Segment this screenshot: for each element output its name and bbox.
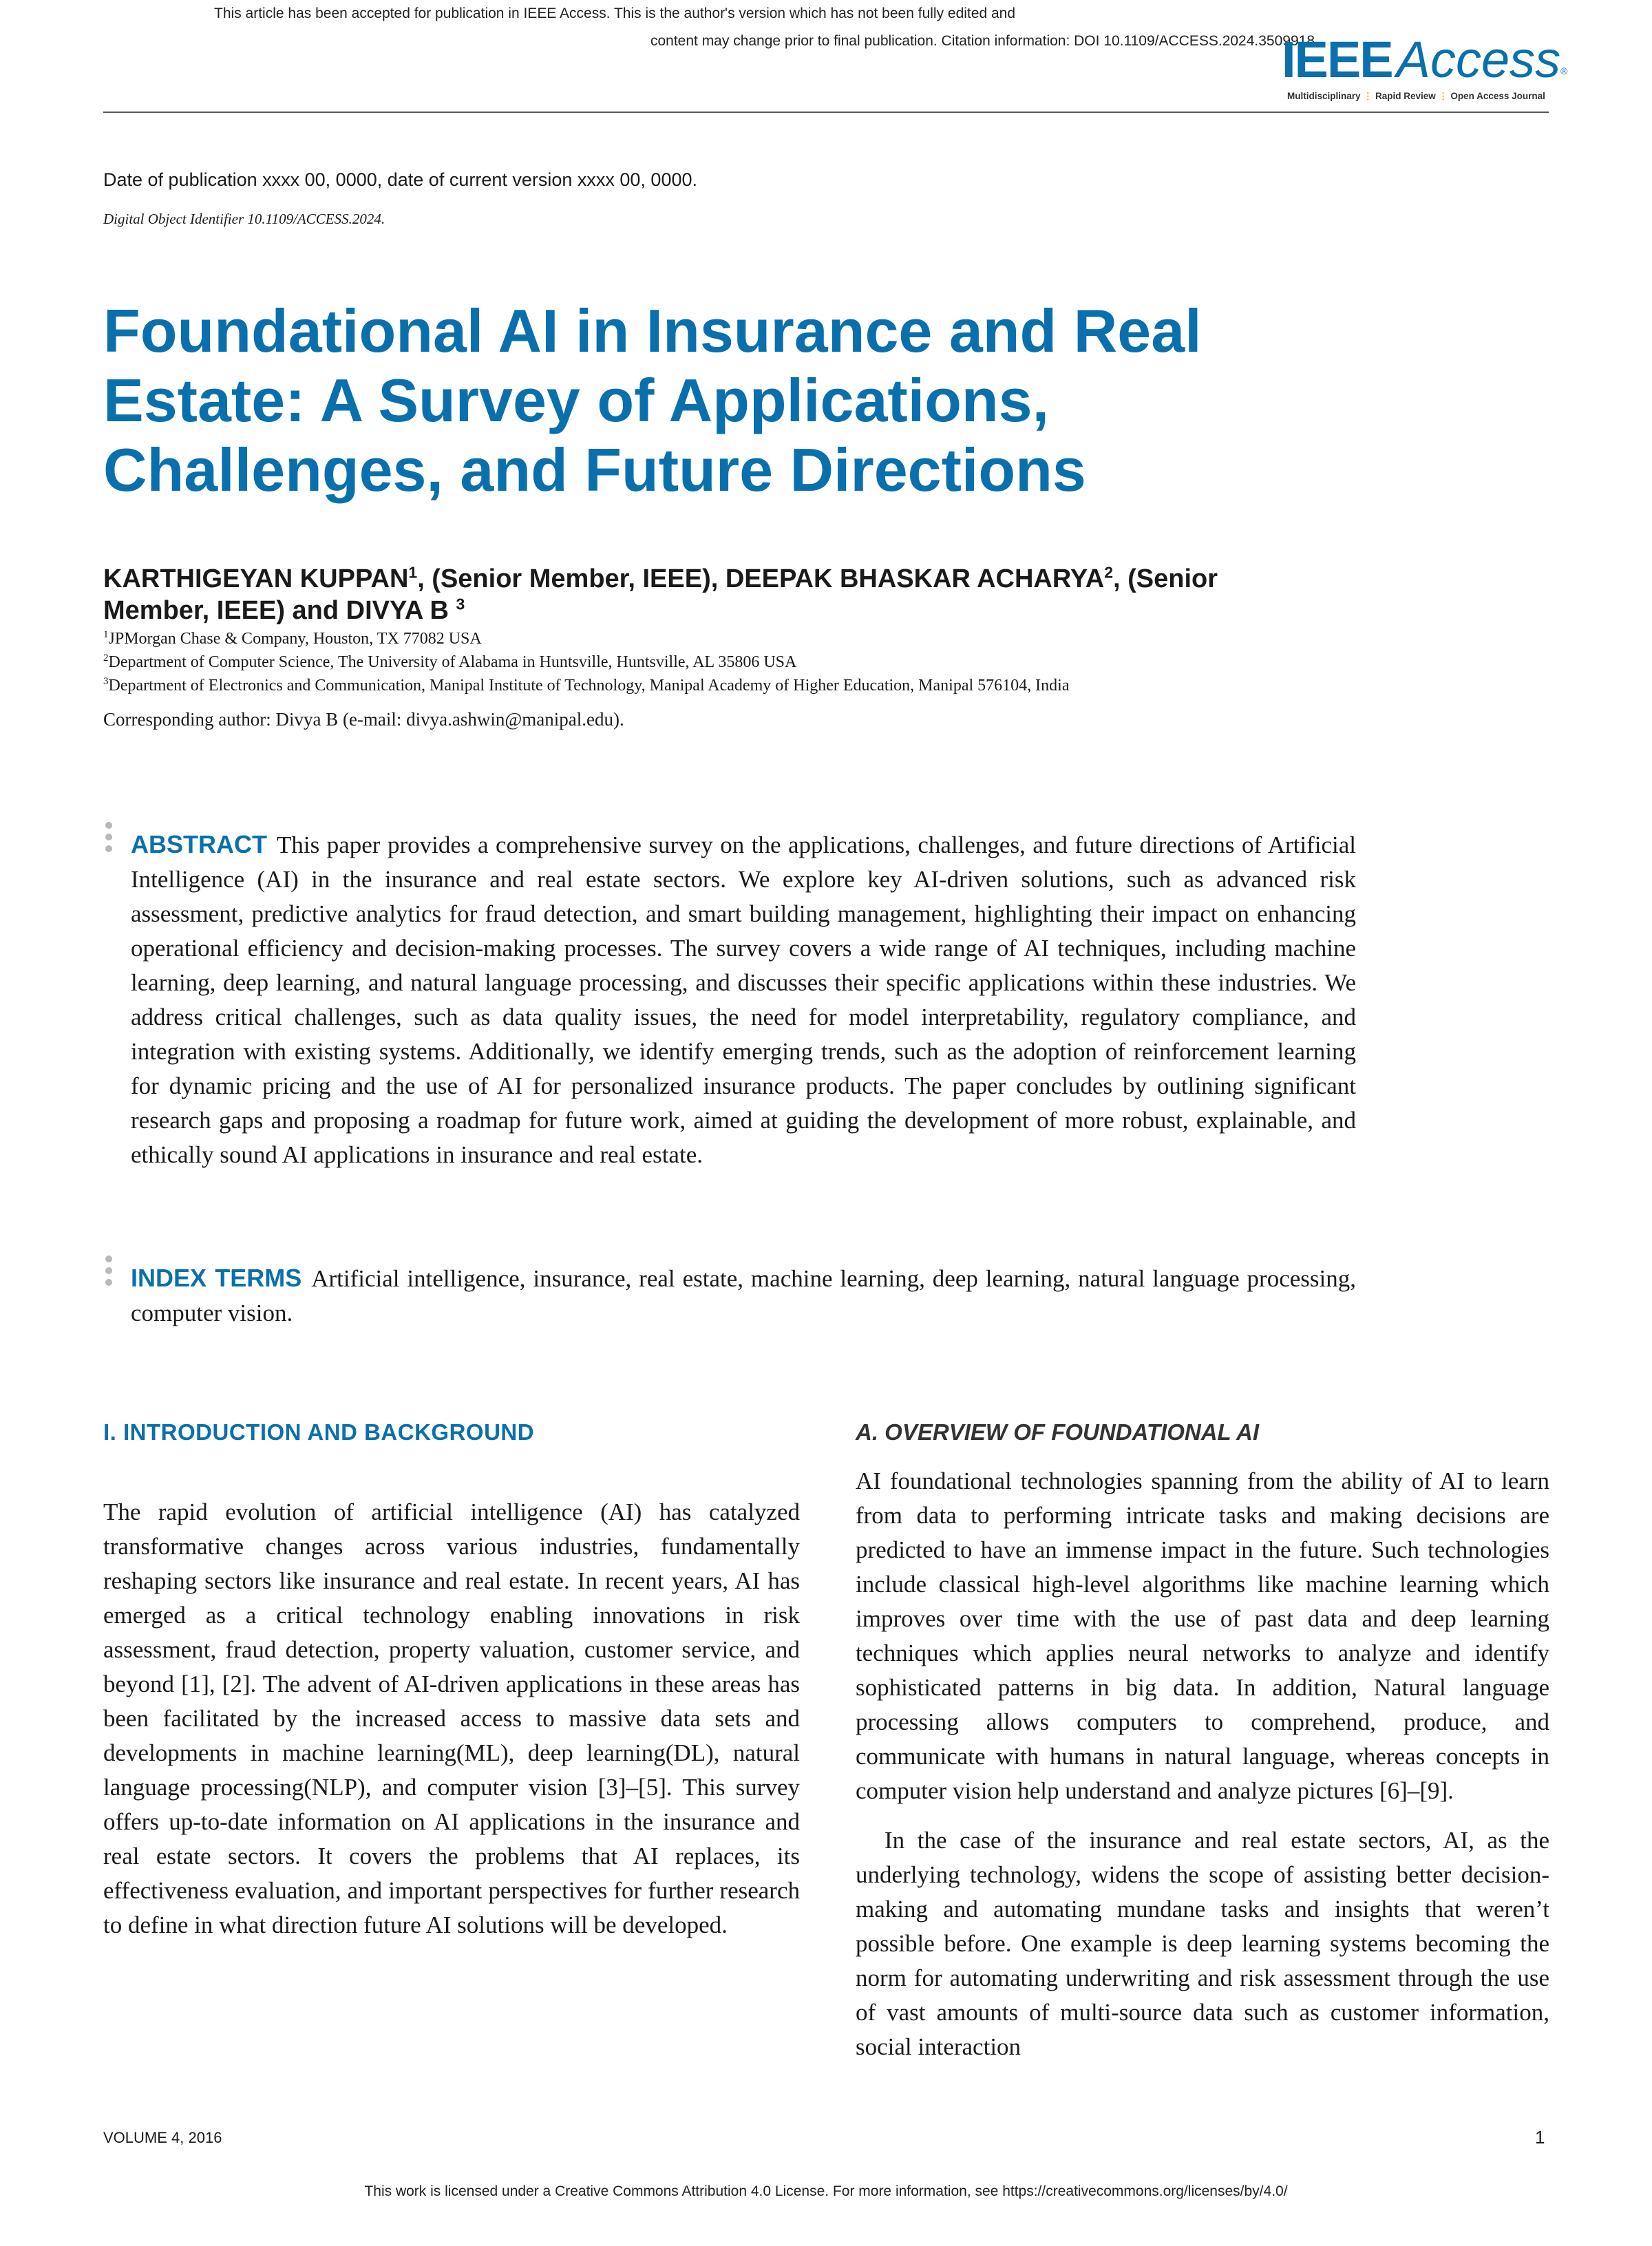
- footer-volume: VOLUME 4, 2016: [103, 2129, 222, 2146]
- subsection-heading-overview: A. OVERVIEW OF FOUNDATIONAL AI: [856, 1419, 1260, 1445]
- ieee-access-logo: [1282, 29, 1568, 105]
- page-number: 1: [1535, 2127, 1545, 2148]
- license-notice: This work is licensed under a Creative Commons Attribution 4.0 License. For more information, see https://creativecommons.org/licenses/by/4.0/: [364, 2183, 1288, 2199]
- logo-wordmark: IEEEAccess®: [1282, 31, 1568, 88]
- abstract-label: ABSTRACT: [131, 830, 267, 858]
- paragraph: AI foundational technologies spanning from the ability of AI to learn from data to performing intricate tasks and making decisions are predicted to have an immense impact in the future. Such technologies include classical high-level algorithms like machine learning which improves over time with the use of past data and deep learning techniques which applies neural networks to analyze and identify sophisticated patterns in big data. In addition, Natural language processing allows computers to comprehend, produce, and communicate with humans in natural language, whereas concepts in computer vision help understand and analyze pictures [6]–[9].: [856, 1468, 1549, 1804]
- header-divider: [103, 112, 1549, 113]
- notice-line-1: This article has been accepted for publication in IEEE Access. This is the author's version which has not been fully edited and: [214, 6, 1015, 21]
- section-heading-introduction: I. INTRODUCTION AND BACKGROUND: [103, 1419, 535, 1445]
- left-column: [103, 1495, 800, 1958]
- publication-date: Date of publication xxxx 00, 0000, date of current version xxxx 00, 0000.: [103, 169, 697, 190]
- abstract: [131, 827, 1356, 1172]
- publication-notice: [0, 0, 1315, 55]
- index-terms-label: INDEX TERMS: [131, 1264, 302, 1292]
- paragraph: The rapid evolution of artificial intelligence (AI) has catalyzed transformative changes across various industries, fundamentally reshaping sectors like insurance and real estate. In recent years, AI has emerged as a critical technology enabling innovations in risk assessment, fraud detection, property valuation, customer service, and beyond [1], [2]. The advent of AI-driven applications in these areas has been facilitated by the increased access to massive data sets and developments in machine learning(ML), deep learning(DL), natural language processing(NLP), and computer vision [3]–[5]. This survey offers up-to-date information on AI applications in the insurance and real estate sectors. It covers the problems that AI replaces, its effectiveness evaluation, and important perspectives for further research to define in what direction future AI solutions will be developed.: [103, 1498, 800, 1938]
- abstract-text: This paper provides a comprehensive survey on the applications, challenges, and future directions of Artificial Intelligence (AI) in the insurance and real estate sectors. We explore key AI-driven solutions, such as advanced risk assessment, predictive analytics for fraud detection, and smart building management, highlighting their impact on enhancing operational efficiency and decision-making processes. The survey covers a wide range of AI techniques, including machine learning, deep learning, and natural language processing, and discusses their specific applications within these industries. We address critical challenges, such as data quality issues, the need for model interpretability, regulatory compliance, and integration with existing systems. Additionally, we identify emerging trends, such as the adoption of reinforcement learning for dynamic pricing and the use of AI for personalized insurance products. The paper concludes by outlining significant research gaps and proposing a roadmap for future work, aimed at guiding the development of more robust, explainable, and ethically sound AI applications in insurance and real estate.: [131, 831, 1356, 1168]
- doi-line: Digital Object Identifier 10.1109/ACCESS.2024.: [103, 211, 385, 227]
- notice-line-2: content may change prior to final publication. Citation information: DOI 10.1109/ACCESS.2024.3509918: [650, 33, 1315, 49]
- affiliation-1: $^1$JPMorgan Chase & Company, Houston, TX 77082 USA: [103, 629, 482, 648]
- abstract-marker-icon: [105, 822, 115, 857]
- paper-title: Foundational AI in Insurance and Real Estate: A Survey of Applications, Challenges, and Future Directions: [103, 297, 1202, 504]
- corresponding-author: Corresponding author: Divya B (e-mail: divya.ashwin@manipal.edu).: [103, 709, 624, 730]
- logo-tagline: Multidisciplinary ⋮ Rapid Review ⋮ Open Access Journal: [1287, 91, 1545, 101]
- index-terms: [131, 1261, 1356, 1331]
- affiliation-3: $^3$Department of Electronics and Communication, Manipal Institute of Technology, Manipal Academy of Higher Education, Manipal 576104, India: [103, 676, 1070, 695]
- paragraph: In the case of the insurance and real estate sectors, AI, as the underlying technology, widens the scope of assisting better decision-making and automating mundane tasks and insights that weren’t possible before. One example is deep learning systems becoming the norm for automating underwriting and risk assessment through the use of vast amounts of multi-source data such as customer information, social interaction: [856, 1827, 1549, 2060]
- index-terms-marker-icon: [105, 1256, 115, 1291]
- right-column: [856, 1464, 1549, 2079]
- author-list: KARTHIGEYAN KUPPAN$^1$, (Senior Member, IEEE), DEEPAK BHASKAR ACHARYA$^2$, (Senior Member, IEEE) and DIVYA B $^3$: [103, 563, 1218, 625]
- index-terms-text: Artificial intelligence, insurance, real estate, machine learning, deep learning, natural language processing, computer vision.: [131, 1265, 1356, 1326]
- affiliation-2: $^2$Department of Computer Science, The University of Alabama in Huntsville, Huntsville, AL 35806 USA: [103, 653, 797, 671]
